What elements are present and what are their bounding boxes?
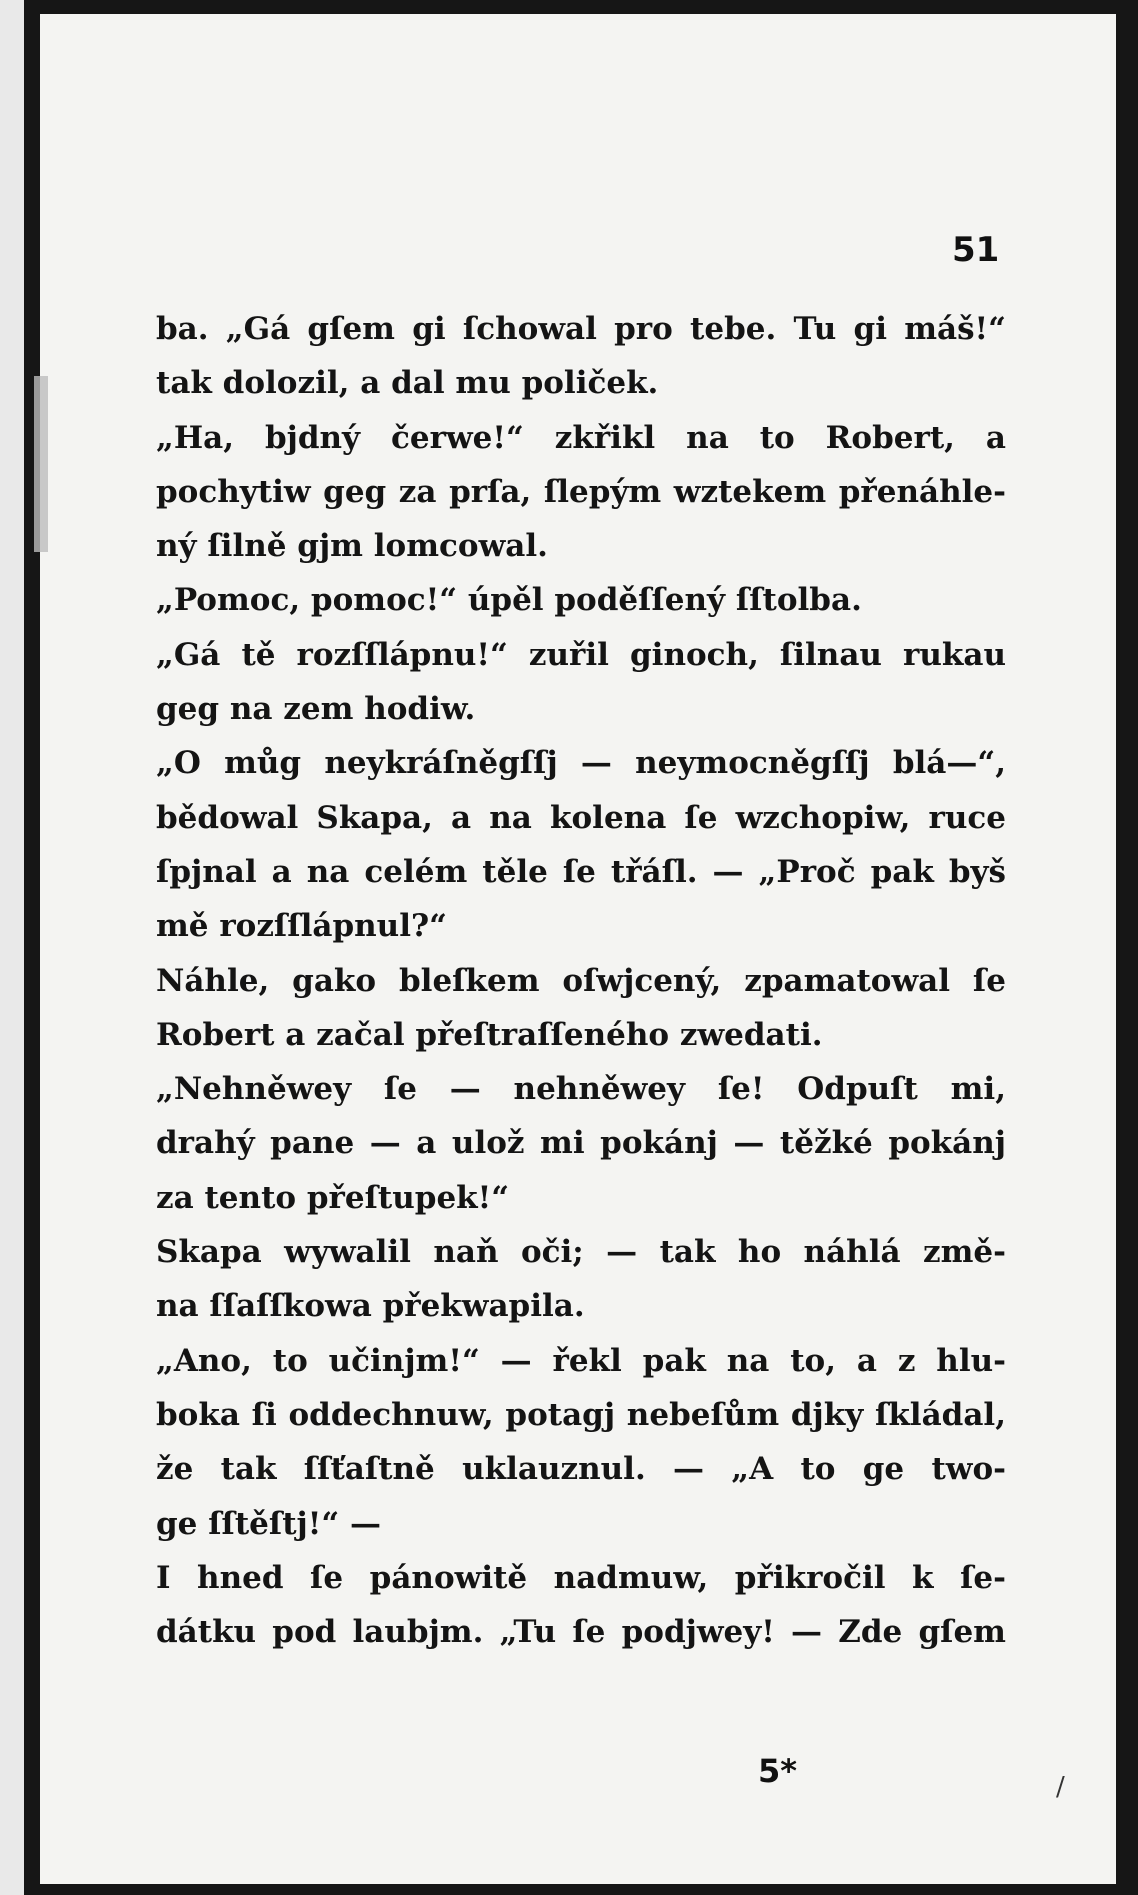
text-line: „O můg neykráſněgſſj — neymocněgſſj blá—“,: [156, 745, 1006, 782]
text-line: ſpjnal a na celém těle ſe třáſl. — „Proč pak byš: [156, 853, 1006, 890]
body-text: [156, 302, 1006, 1659]
text-line: boka ſi oddechnuw, potagj nebeſům djky ſkládal,: [156, 1396, 1006, 1433]
text-line: Skapa wywalil naň oči; — tak ho náhlá změ-: [156, 1234, 1006, 1271]
signature-mark: 5*: [758, 1752, 797, 1790]
text-line: „Gá tě rozſſlápnu!“ zuřil ginoch, ſilnau rukau: [156, 636, 1006, 673]
margin-stain: [34, 376, 48, 552]
text-line: tak dolozil, a dal mu poliček.: [156, 365, 659, 402]
text-line: geg na zem hodiw.: [156, 691, 476, 728]
text-line: „Pomoc, pomoc!“ úpěl poděſſený ſſtolba.: [156, 582, 862, 619]
adjacent-page-edge: [0, 0, 24, 1895]
text-line: Robert a začal přeſtraſſeného zwedati.: [156, 1016, 823, 1053]
text-line: na ſſaſſkowa překwapila.: [156, 1288, 585, 1325]
text-line: „Ano, to učinjm!“ — řekl pak na to, a z hlu-: [156, 1342, 1006, 1379]
text-line: ge ſſtěſtj!“ —: [156, 1505, 382, 1542]
text-line: Náhle, gako bleſkem oſwjcený, zpamatowal ſe: [156, 962, 1006, 999]
text-line: „Ha, bjdný čerwe!“ zkřikl na to Robert, a: [156, 419, 1006, 456]
text-line: dátku pod laubjm. „Tu ſe podjwey! — Zde gſem: [156, 1614, 1006, 1651]
text-line: „Nehněwey ſe — nehněwey ſe! Odpuſt mi,: [156, 1071, 1006, 1108]
page-number: 51: [952, 230, 1000, 270]
text-line: drahý pane — a ulož mi pokánj — těžké pokánj: [156, 1125, 1006, 1162]
text-line: ba. „Gá gſem gi ſchowal pro tebe. Tu gi máš!“: [156, 311, 1006, 347]
text-line: ný ſilně gjm lomcowal.: [156, 528, 548, 565]
text-line: bědowal Skapa, a na kolena ſe wzchopiw, ruce: [156, 799, 1006, 836]
text-line: mě rozſſlápnul?“: [156, 908, 447, 945]
text-line: že tak ſſťaſtně uklauznul. — „A to ge two-: [156, 1451, 1006, 1488]
text-line: I hned ſe pánowitě nadmuw, přikročil k ſe-: [156, 1559, 1006, 1596]
text-line: pochytiw geg za prſa, ſlepým wztekem přenáhle-: [156, 473, 1006, 510]
text-line: za tento přeſtupek!“: [156, 1179, 510, 1216]
stray-pencil-mark: /: [1056, 1772, 1065, 1802]
